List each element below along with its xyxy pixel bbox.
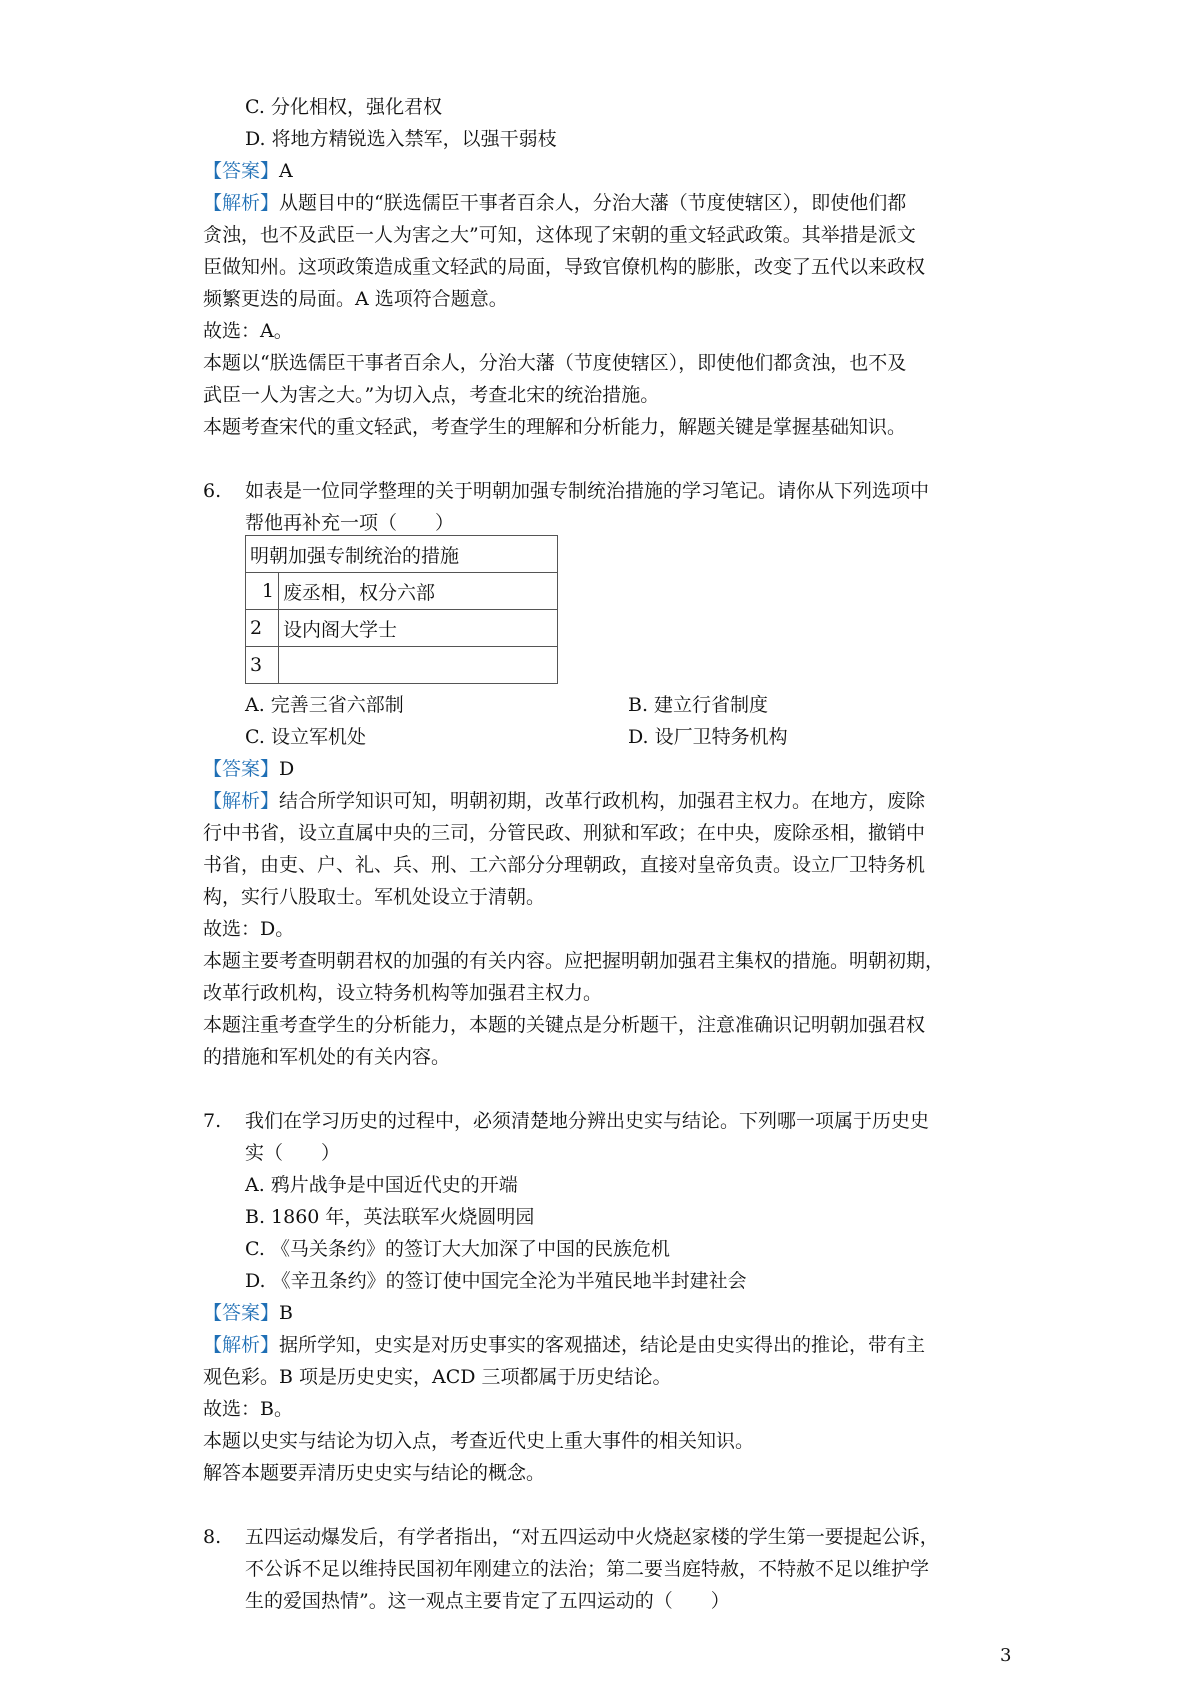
analysis-text: 据所学知，史实是对历史事实的客观描述，结论是由史实得出的推论，带有主	[279, 1334, 926, 1356]
analysis-text: 从题目中的“朕选儒臣干事者百余人，分治大藩（节度使辖区），即使他们都	[279, 192, 907, 214]
q6-notes-table	[245, 535, 558, 684]
answer-tag: 【答案】	[203, 758, 280, 780]
q6-choice: 故选：D。	[203, 918, 295, 940]
q6-analysis-line-3: 书省，由吏、户、礼、兵、刑、工六部分分理朝政，直接对皇帝负责。设立厂卫特务机	[203, 854, 926, 876]
q7-comment-line-1: 本题以史实与结论为切入点，考查近代史上重大事件的相关知识。	[203, 1430, 755, 1452]
q8-stem-line-2: 不公诉不足以维持民国初年刚建立的法治；第二要当庭特赦，不特赦不足以维护学	[245, 1558, 930, 1580]
answer-value: B	[279, 1302, 293, 1324]
analysis-tag: 【解析】	[203, 192, 280, 214]
q7-option-a: A. 鸦片战争是中国近代史的开端	[245, 1174, 518, 1196]
q7-comment-line-2: 解答本题要弄清历史史实与结论的概念。	[203, 1462, 546, 1484]
table-header: 明朝加强专制统治的措施	[246, 536, 558, 573]
answer-tag: 【答案】	[203, 160, 280, 182]
q5-analysis-line-3: 臣做知州。这项政策造成重文轻武的局面，导致官僚机构的膨胀，改变了五代以来政权	[203, 256, 926, 278]
page-number: 3	[1000, 1645, 1012, 1666]
q7-analysis-line-2: 观色彩。B 项是历史史实，ACD 三项都属于历史结论。	[203, 1366, 672, 1388]
q6-option-c: C. 设立军机处	[245, 726, 366, 748]
table-row-text	[279, 647, 558, 684]
q6-analysis-line-4: 构，实行八股取士。军机处设立于清朝。	[203, 886, 546, 908]
q6-comment-line-3: 本题注重考查学生的分析能力，本题的关键点是分析题干，注意准确识记明朝加强君权	[203, 1014, 926, 1036]
q8-number: 8.	[203, 1526, 222, 1548]
q5-comment-line-3: 本题考查宋代的重文轻武，考查学生的理解和分析能力，解题关键是掌握基础知识。	[203, 416, 907, 438]
q7-option-d: D. 《辛丑条约》的签订使中国完全沦为半殖民地半封建社会	[245, 1270, 747, 1292]
q6-answer	[203, 757, 294, 781]
q6-option-d: D. 设厂卫特务机构	[628, 726, 788, 748]
q5-choice: 故选：A。	[203, 320, 293, 342]
q5-comment-line-2: 武臣一人为害之大。”为切入点，考查北宋的统治措施。	[203, 384, 660, 406]
q6-analysis-line-2: 行中书省，设立直属中央的三司，分管民政、刑狱和军政；在中央，废除丞相，撤销中	[203, 822, 926, 844]
q7-answer	[203, 1301, 293, 1325]
q7-choice: 故选：B。	[203, 1398, 293, 1420]
q7-analysis-line-1	[203, 1333, 925, 1357]
q8-stem-line-1: 五四运动爆发后，有学者指出，“对五四运动中火烧赵家楼的学生第一要提起公诉，	[245, 1526, 939, 1548]
q5-option-c: C. 分化相权，强化君权	[245, 96, 442, 118]
q6-comment-line-1: 本题主要考查明朝君权的加强的有关内容。应把握明朝加强君主集权的措施。明朝初期，	[203, 950, 945, 972]
q5-answer	[203, 159, 293, 183]
q7-stem-line-2: 实（ ）	[245, 1142, 341, 1164]
q5-option-d: D. 将地方精锐选入禁军，以强干弱枝	[245, 128, 557, 150]
table-header-row	[246, 536, 558, 573]
q6-option-a: A. 完善三省六部制	[245, 694, 404, 716]
q5-analysis-line-1	[203, 191, 906, 215]
table-row	[246, 647, 558, 684]
q7-option-c: C. 《马关条约》的签订大大加深了中国的民族危机	[245, 1238, 670, 1260]
q6-comment-line-2: 改革行政机构，设立特务机构等加强君主权力。	[203, 982, 603, 1004]
q8-stem-line-3: 生的爱国热情”。这一观点主要肯定了五四运动的（ ）	[245, 1590, 730, 1612]
table-row-index: 1	[246, 573, 279, 610]
table-row-index: 2	[246, 610, 279, 647]
analysis-tag: 【解析】	[203, 790, 280, 812]
q6-stem-line-1: 如表是一位同学整理的关于明朝加强专制统治措施的学习笔记。请你从下列选项中	[245, 480, 930, 502]
answer-tag: 【答案】	[203, 1302, 280, 1324]
q5-analysis-line-4: 频繁更迭的局面。A 选项符合题意。	[203, 288, 508, 310]
table-row-index: 3	[246, 647, 279, 684]
q6-stem-line-2: 帮他再补充一项（ ）	[245, 512, 455, 534]
q7-number: 7.	[203, 1110, 222, 1132]
analysis-text: 结合所学知识可知，明朝初期，改革行政机构，加强君主权力。在地方，废除	[279, 790, 926, 812]
table-row	[246, 573, 558, 610]
q6-comment-line-4: 的措施和军机处的有关内容。	[203, 1046, 451, 1068]
q5-comment-line-1: 本题以“朕选儒臣干事者百余人，分治大藩（节度使辖区），即使他们都贪浊，也不及	[203, 352, 907, 374]
q7-option-b: B. 1860 年，英法联军火烧圆明园	[245, 1206, 535, 1228]
table-row-text: 废丞相，权分六部	[279, 573, 558, 610]
table-row-text: 设内阁大学士	[279, 610, 558, 647]
table-row	[246, 610, 558, 647]
answer-value: D	[279, 758, 295, 780]
analysis-tag: 【解析】	[203, 1334, 280, 1356]
q5-analysis-line-2: 贪浊，也不及武臣一人为害之大”可知，这体现了宋朝的重文轻武政策。其举措是派文	[203, 224, 916, 246]
q7-stem-line-1: 我们在学习历史的过程中，必须清楚地分辨出史实与结论。下列哪一项属于历史史	[245, 1110, 930, 1132]
q6-option-b: B. 建立行省制度	[628, 694, 769, 716]
answer-value: A	[279, 160, 293, 182]
q6-number: 6.	[203, 480, 222, 502]
q6-analysis-line-1	[203, 789, 925, 813]
